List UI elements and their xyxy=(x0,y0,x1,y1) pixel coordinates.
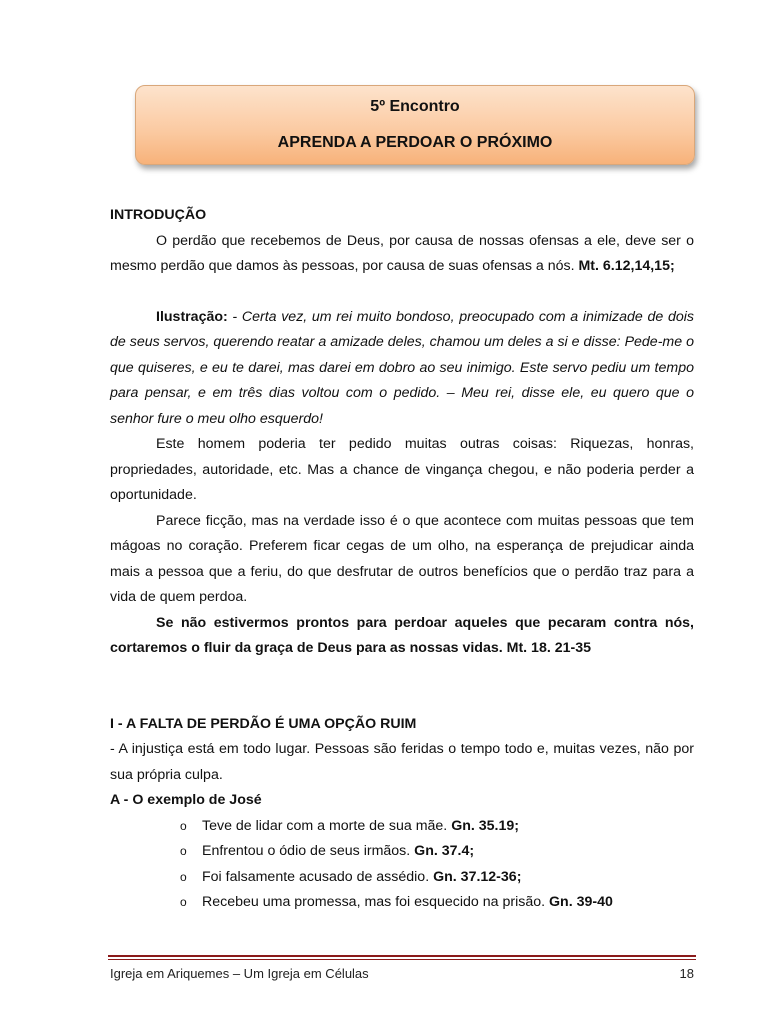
bullet-icon: o xyxy=(180,844,187,858)
illustration-text: - Certa vez, um rei muito bondoso, preocupado com a inimizade de dois de seus servos, querendo reatar a amizade deles, chamou um deles a si e disse: Pede-me o que quiseres, e eu te darei, mas darei em dobro ao seu inimigo. Este servo pediu um tempo para pensar, e em três dias voltou com o pedido. – Meu rei, disse ele, eu quero que o senhor fure o meu olho esquerdo! xyxy=(110,308,694,427)
bullet-icon: o xyxy=(180,869,187,884)
bullet-icon: o xyxy=(180,818,187,833)
footer-rule-thin xyxy=(108,959,696,960)
illustration-label: Ilustração: xyxy=(156,308,228,325)
title-box xyxy=(135,85,695,165)
intro-heading: INTRODUÇÃO xyxy=(110,207,207,223)
footer-rule xyxy=(108,955,696,957)
meeting-number: 5º Encontro xyxy=(370,98,460,115)
intro-paragraph-1 xyxy=(110,229,694,280)
list-item: o Enfrentou o ódio de seus irmãos. Gn. 37.4; xyxy=(110,839,694,865)
list-item: o Teve de lidar com a morte de sua mãe. Gn. 35.19; xyxy=(110,814,694,840)
intro-paragraph-1-text: O perdão que recebemos de Deus, por causa de nossas ofensas a ele, deve ser o mesmo perdão que damos às pessoas, por causa de suas ofensas a nós. xyxy=(110,232,694,274)
bullet-icon: o xyxy=(180,895,187,909)
intro-paragraph-1-ref: Mt. 6.12,14,15; xyxy=(578,258,675,274)
section-1-intro: - A injustiça está em todo lugar. Pessoas são feridas o tempo todo e, muitas vezes, não por sua própria culpa. xyxy=(110,741,694,783)
list-item: o Recebeu uma promessa, mas foi esquecido na prisão. Gn. 39-40 xyxy=(110,890,694,916)
illustration-paragraph xyxy=(110,305,694,433)
list-item: o Foi falsamente acusado de assédio. Gn. 37.12-36; xyxy=(110,865,694,891)
intro-paragraph-4: Se não estivermos prontos para perdoar aqueles que pecaram contra nós, cortaremos o fluir da graça de Deus para as nossas vidas. Mt. 18. 21-35 xyxy=(110,614,694,656)
section-1-subheading: A - O exemplo de José xyxy=(110,792,262,808)
intro-paragraph-2: Este homem poderia ter pedido muitas outras coisas: Riquezas, honras, propriedades, autoridade, etc. Mas a chance de vingança chegou, e não poderia perder a oportunidade. xyxy=(110,436,694,503)
page-number: 18 xyxy=(679,966,694,981)
footer-church-name: Igreja em Ariquemes – Um Igreja em Células xyxy=(110,966,369,981)
joseph-example-list xyxy=(110,814,694,916)
document-body xyxy=(110,203,694,916)
lesson-title: APRENDA A PERDOAR O PRÓXIMO xyxy=(277,134,553,151)
intro-paragraph-3: Parece ficção, mas na verdade isso é o que acontece com muitas pessoas que tem mágoas no coração. Preferem ficar cegas de um olho, na esperança de prejudicar ainda mais a pessoa que a feriu, do que desfrutar de outros benefícios que o perdão traz para a vida de quem perdoa. xyxy=(110,512,694,605)
section-1-heading: I - A FALTA DE PERDÃO É UMA OPÇÃO RUIM xyxy=(110,715,417,732)
